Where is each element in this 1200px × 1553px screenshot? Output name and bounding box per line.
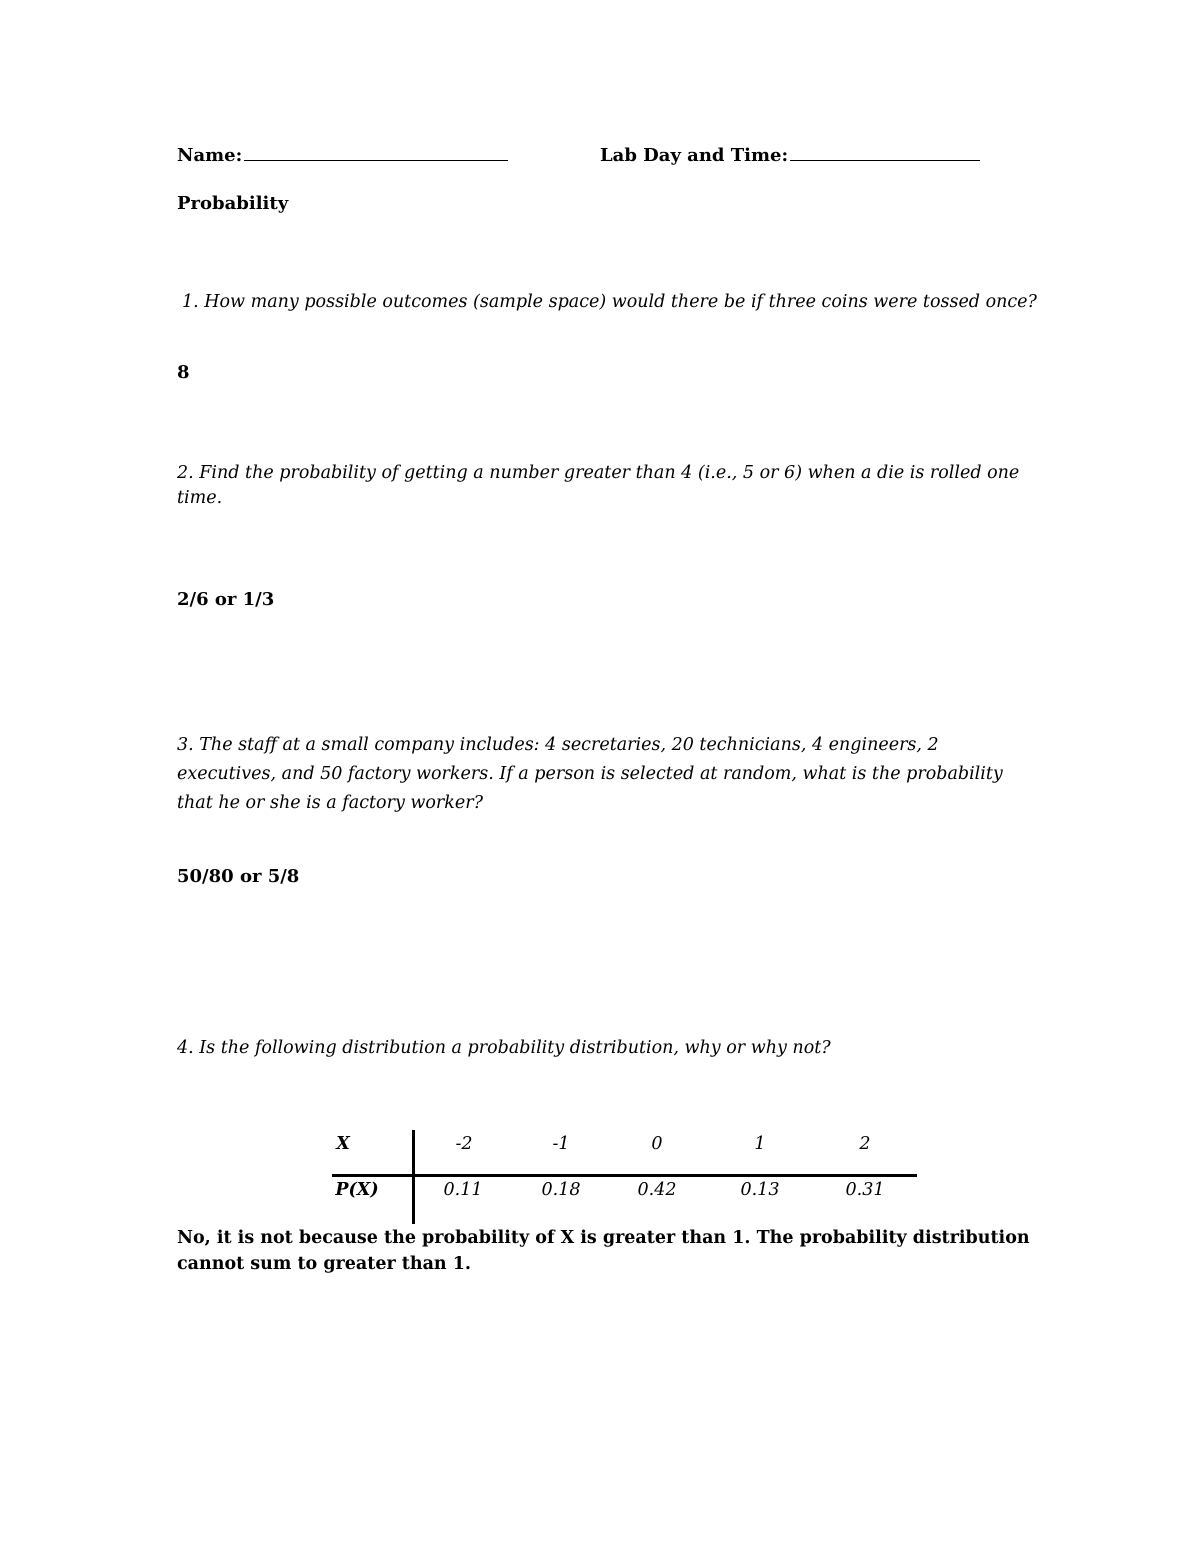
table-x-value: 2 xyxy=(859,1134,871,1154)
table-vertical-rule xyxy=(412,1130,415,1224)
name-field xyxy=(177,145,508,166)
answer-4: No, it is not because the probability of X is greater than 1. The probability distribution cannot sum to greater than 1. xyxy=(177,1228,1030,1274)
table-p-value: 0.13 xyxy=(740,1180,780,1200)
table-x-value: -1 xyxy=(552,1134,570,1154)
name-blank-line xyxy=(244,159,508,161)
name-label: Name: xyxy=(177,145,243,166)
table-p-value: 0.11 xyxy=(443,1180,483,1200)
table-p-value: 0.42 xyxy=(637,1180,677,1200)
lab-day-time-label: Lab Day and Time: xyxy=(600,145,789,166)
question-3-line-2: executives, and 50 factory workers. If a person is selected at random, what is the probability xyxy=(177,764,1003,784)
question-3-line-3: that he or she is a factory worker? xyxy=(177,793,483,813)
question-1: 1. How many possible outcomes (sample space) would there be if three coins were tossed once? xyxy=(182,292,1037,312)
question-3-line-1: 3. The staff at a small company includes: 4 secretaries, 20 technicians, 4 engineers, 2 xyxy=(177,735,939,755)
page-title: Probability xyxy=(177,193,289,214)
question-2: 2. Find the probability of getting a number greater than 4 (i.e., 5 or 6) when a die is rolled one time. xyxy=(177,463,1020,508)
lab-day-time-blank-line xyxy=(790,159,980,161)
table-x-label: X xyxy=(336,1134,350,1154)
table-px-label: P(X) xyxy=(335,1180,379,1200)
table-x-value: -2 xyxy=(455,1134,473,1154)
table-horizontal-rule xyxy=(332,1174,917,1177)
table-x-value: 0 xyxy=(651,1134,663,1154)
answer-1: 8 xyxy=(177,362,190,383)
table-x-value: 1 xyxy=(754,1134,766,1154)
lab-day-time-field xyxy=(600,145,980,166)
table-p-value: 0.31 xyxy=(845,1180,885,1200)
answer-3: 50/80 or 5/8 xyxy=(177,866,300,887)
table-p-value: 0.18 xyxy=(541,1180,581,1200)
answer-2: 2/6 or 1/3 xyxy=(177,589,275,610)
question-4: 4. Is the following distribution a probability distribution, why or why not? xyxy=(177,1038,831,1058)
